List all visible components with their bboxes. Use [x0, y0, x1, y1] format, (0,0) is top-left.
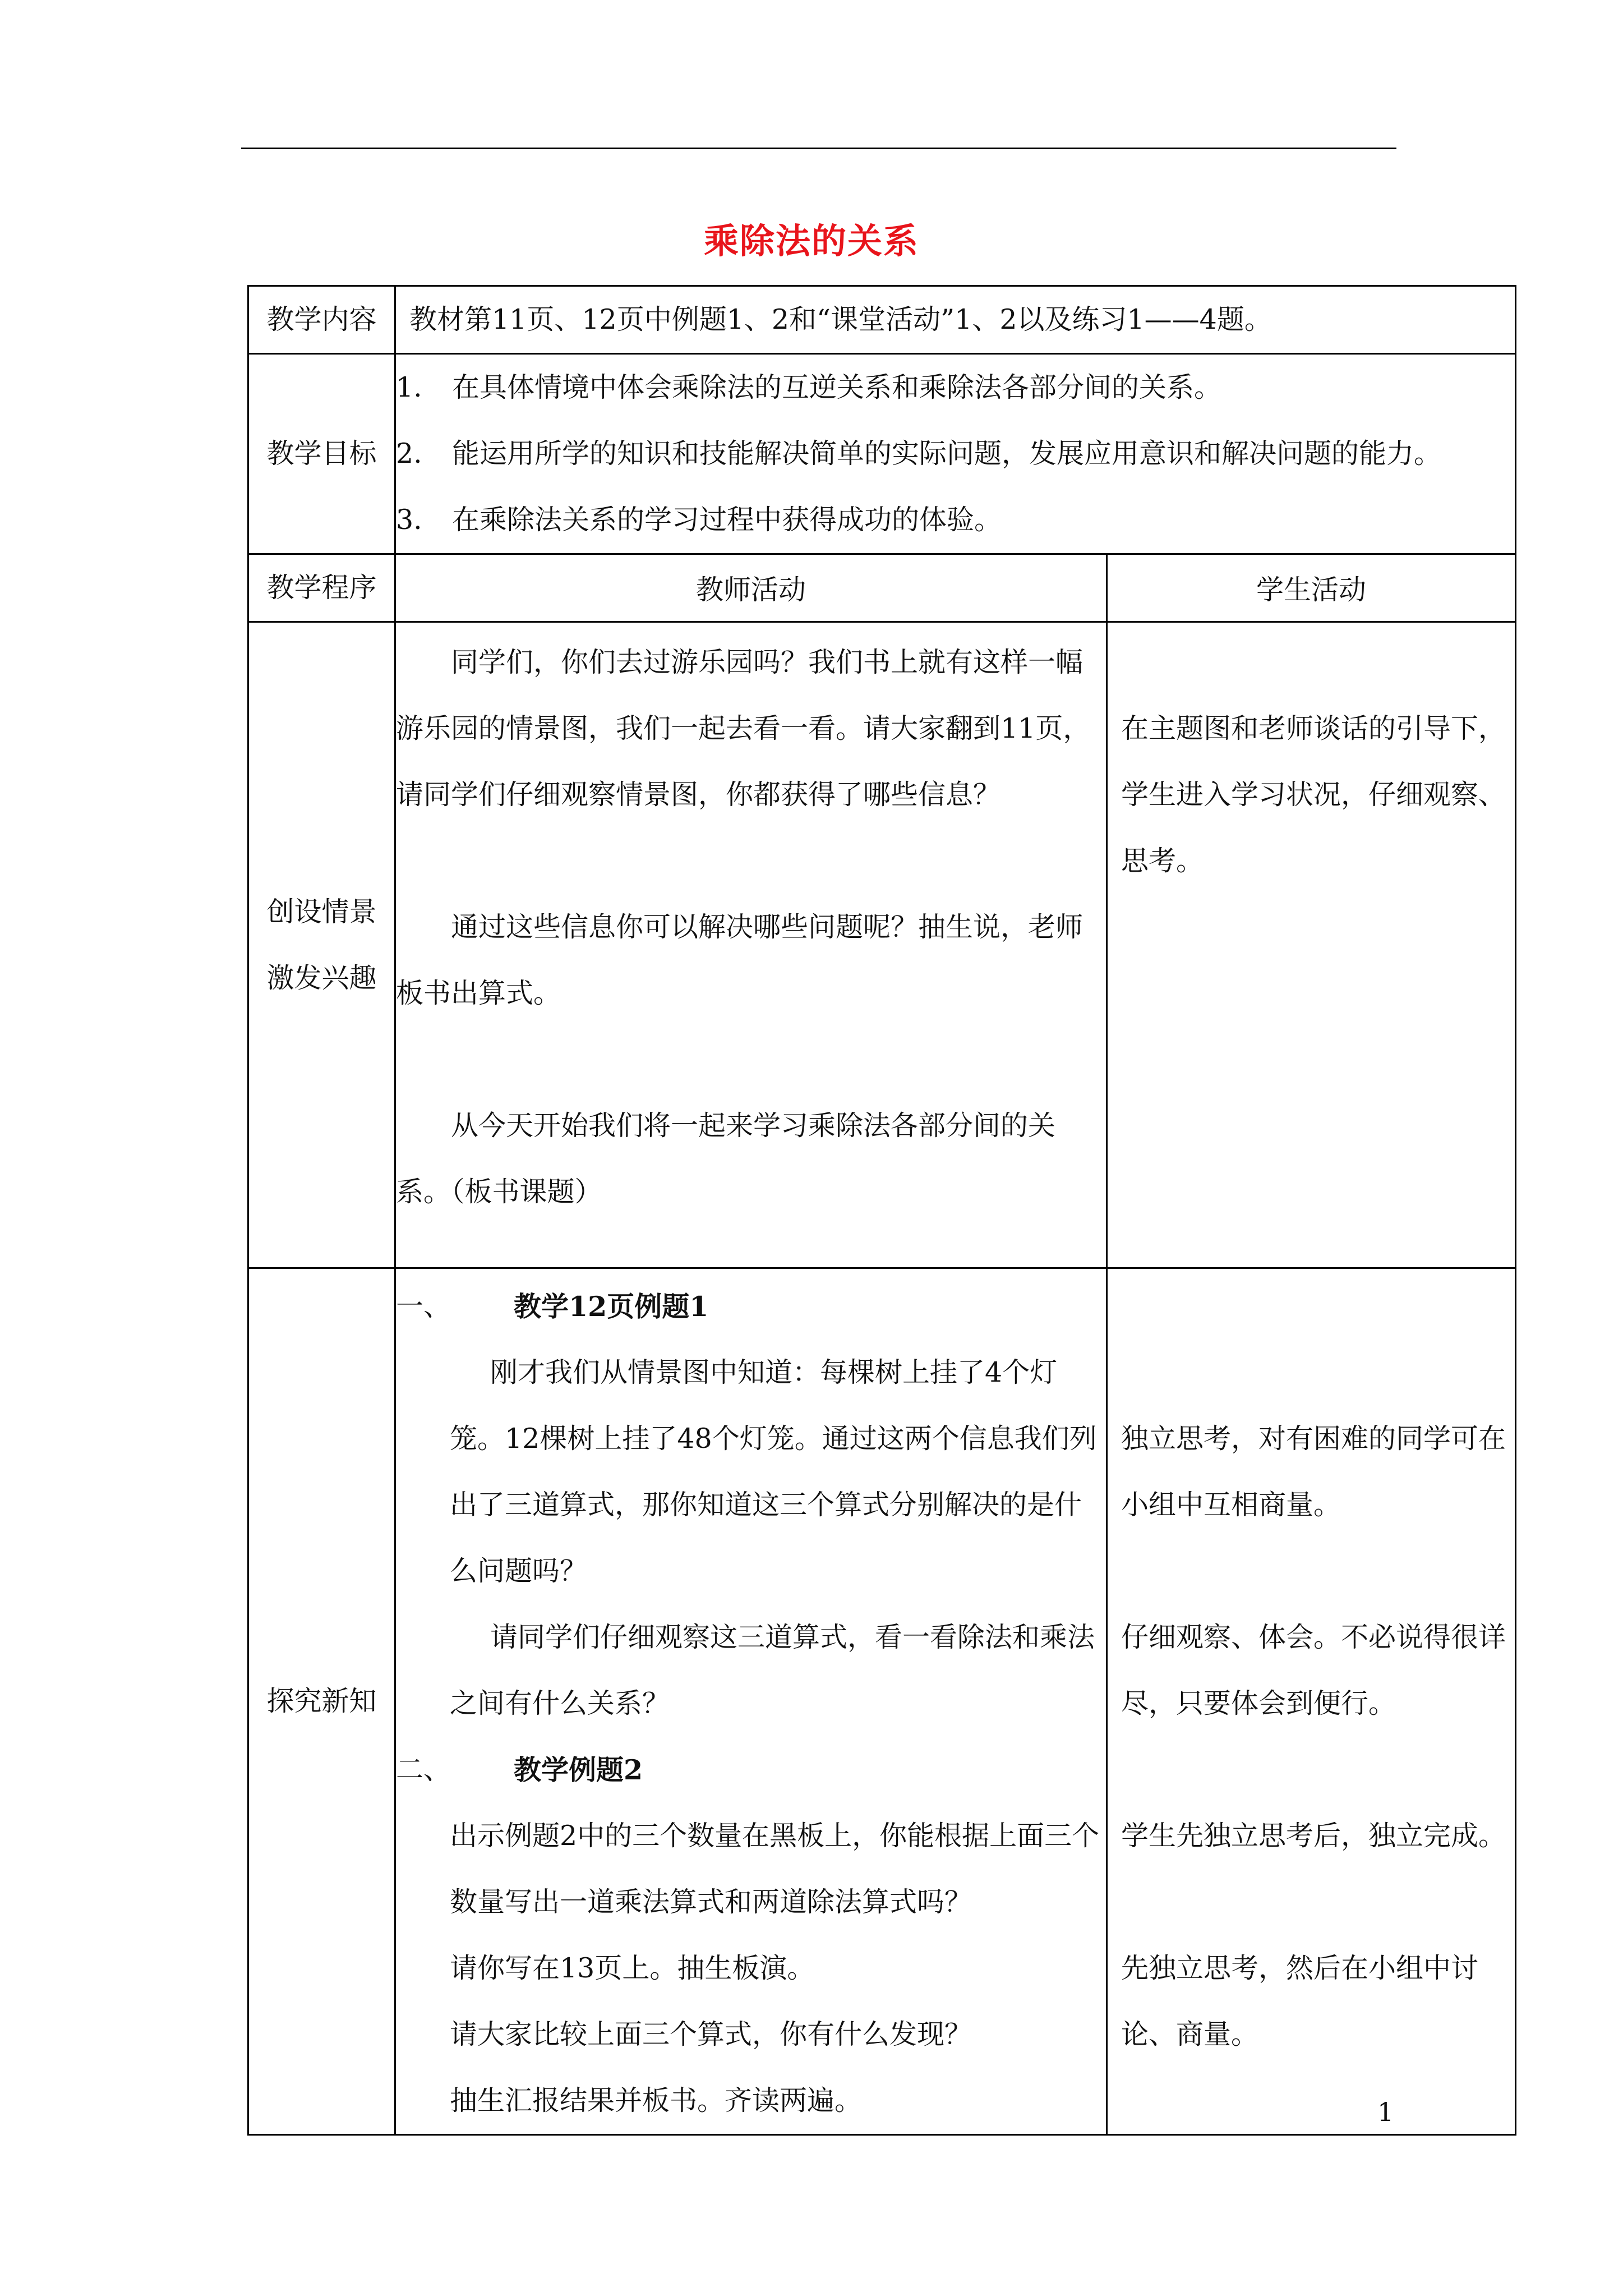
row-explore — [248, 1268, 1516, 2135]
teacher-activity-header: 教师活动 — [395, 554, 1107, 622]
student-text: 在主题图和老师谈话的引导下，学生进入学习状况，仔细观察、思考。 — [1121, 712, 1506, 877]
student-activity-header: 学生活动 — [1107, 554, 1516, 622]
lesson-plan-table — [247, 285, 1516, 2136]
student-text: 独立思考，对有困难的同学可在小组中互相商量。 — [1121, 1423, 1506, 1521]
teacher-paragraph: 刚才我们从情景图中知道：每棵树上挂了4个灯笼。12棵树上挂了48个灯笼。通过这两个信息我们列出了三道算式，那你知道这三个算式分别解决的是什么问题吗？ — [450, 1356, 1097, 1587]
teacher-paragraph: 请同学们仔细观察这三道算式，看一看除法和乘法之间有什么关系？ — [450, 1621, 1095, 1719]
teacher-paragraph: 同学们，你们去过游乐园吗？我们书上就有这样一幅游乐园的情景图，我们一起去看一看。请大家翻到11页，请同学们仔细观察情景图，你都获得了哪些信息？ — [396, 646, 1091, 811]
student-text: 学生先独立思考后，独立完成。 — [1121, 1820, 1506, 1852]
teacher-paragraph: 通过这些信息你可以解决哪些问题呢？抽生说，老师板书出算式。 — [396, 911, 1083, 1009]
label-content: 教学内容 — [248, 286, 395, 354]
label-procedure: 教学程序 — [248, 554, 395, 622]
label-goals: 教学目标 — [248, 354, 395, 554]
content-text: 教材第11页、12页中例题1、2和“课堂活动”1、2以及练习1——4题。 — [395, 286, 1516, 354]
goal-item: 1. 在具体情境中体会乘除法的互逆关系和乘除法各部分间的关系。 — [396, 371, 1222, 403]
explore-teacher — [395, 1268, 1107, 2135]
goals-list — [395, 354, 1516, 554]
page-title: 乘除法的关系 — [703, 220, 919, 261]
section-heading-1: 一、 教学12页例题1 — [396, 1290, 709, 1323]
teacher-paragraph: 从今天开始我们将一起来学习乘除法各部分间的关系。（板书课题） — [396, 1110, 1056, 1208]
explore-student — [1107, 1268, 1516, 2135]
label-situation: 创设情景 激发兴趣 — [248, 622, 395, 1268]
student-text: 仔细观察、体会。不必说得很详尽，只要体会到便行。 — [1121, 1621, 1506, 1719]
student-text: 先独立思考，然后在小组中讨论、商量。 — [1121, 1952, 1479, 2050]
goal-item: 3. 在乘除法关系的学习过程中获得成功的体验。 — [396, 504, 1002, 536]
row-content — [248, 286, 1516, 354]
situation-student — [1107, 622, 1516, 1268]
section-heading-2: 二、 教学例题2 — [396, 1754, 643, 1786]
teacher-paragraph: 请大家比较上面三个算式，你有什么发现？ — [450, 2018, 972, 2050]
teacher-paragraph: 请你写在13页上。抽生板演。 — [450, 1952, 815, 1984]
teacher-paragraph: 抽生汇报结果并板书。齐读两遍。 — [450, 2085, 863, 2116]
teacher-paragraph: 出示例题2中的三个数量在黑板上，你能根据上面三个数量写出一道乘法算式和两道除法算式吗？ — [450, 1820, 1100, 1918]
situation-teacher — [395, 622, 1107, 1268]
goal-item: 2. 能运用所学的知识和技能解决简单的实际问题，发展应用意识和解决问题的能力。 — [396, 438, 1442, 470]
row-situation — [248, 622, 1516, 1268]
page-number: 1 — [1377, 2097, 1394, 2127]
header-rule — [241, 148, 1396, 149]
row-goals — [248, 354, 1516, 554]
row-procedure-header — [248, 554, 1516, 622]
label-explore: 探究新知 — [248, 1268, 395, 2135]
